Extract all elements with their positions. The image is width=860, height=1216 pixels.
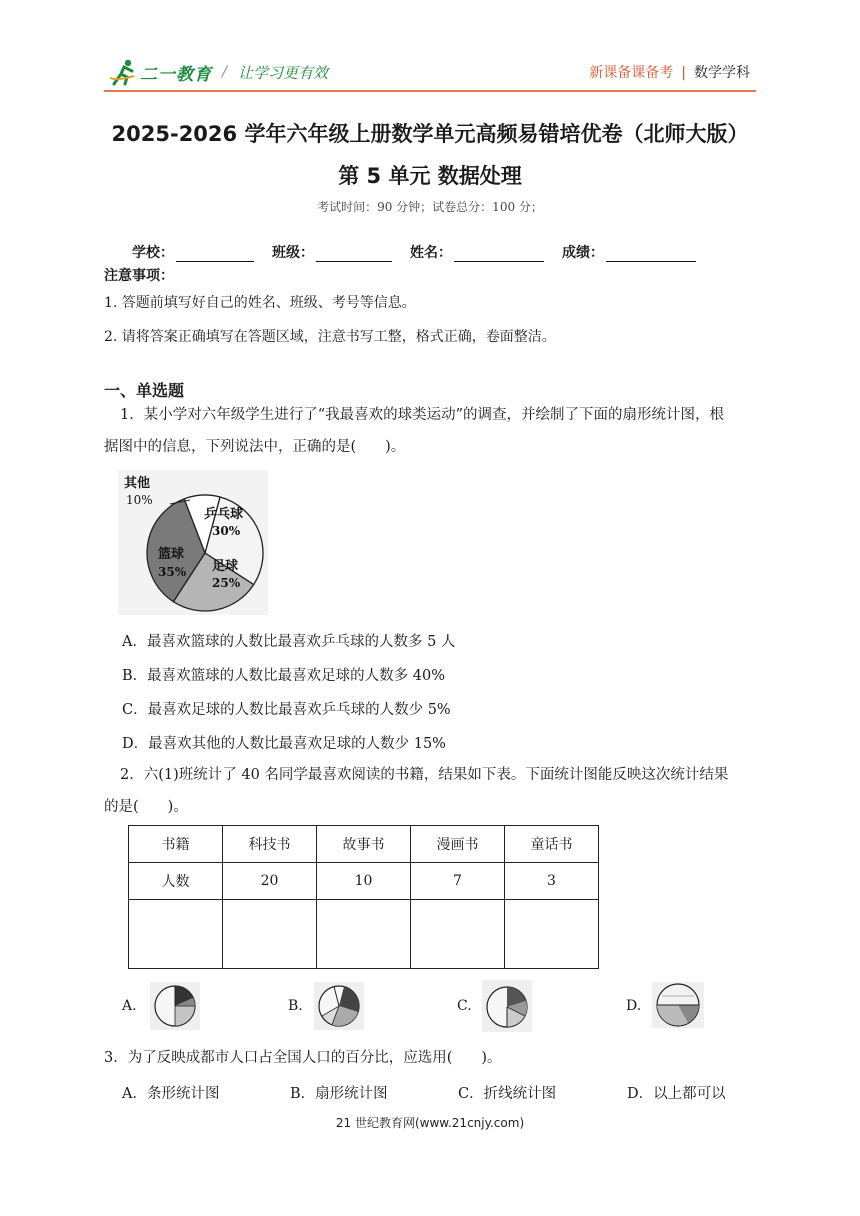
page-title: 2025-2026 学年六年级上册数学单元高频易错培优卷（北师大版） xyxy=(111,122,749,146)
q3-option-a[interactable]: A．条形统计图 xyxy=(122,1086,220,1102)
table-cell: 童话书 xyxy=(505,826,599,863)
question-3: 3．为了反映成都市人口占全国人口的百分比，应选用( )。 xyxy=(104,1050,502,1066)
table-cell xyxy=(505,900,599,969)
slice-value-football: 25% xyxy=(212,576,241,590)
q2-option-c-pie[interactable] xyxy=(482,980,532,1032)
question-1-line-2: 据图中的信息，下列说法中，正确的是( )。 xyxy=(104,439,406,455)
exam-info: 考试时间：90 分钟；试卷总分：100 分； xyxy=(317,200,543,214)
score-field[interactable] xyxy=(562,242,696,262)
q1-option-a[interactable]: A．最喜欢篮球的人数比最喜欢乒乓球的人数多 5 人 xyxy=(122,634,456,650)
header-right xyxy=(589,62,750,82)
class-label: 班级： xyxy=(272,245,314,261)
header-tag-subject: 数学学科 xyxy=(694,65,750,81)
table-cell: 7 xyxy=(411,863,505,900)
slice-value-other: 10% xyxy=(126,493,153,507)
pie-chart xyxy=(118,470,268,615)
q2-option-d-pie[interactable] xyxy=(652,982,704,1028)
table-cell: 10 xyxy=(317,863,411,900)
notes-title: 注意事项： xyxy=(104,268,174,284)
score-label: 成绩： xyxy=(562,245,604,261)
header-divider xyxy=(104,90,756,92)
table-cell xyxy=(223,900,317,969)
slice-label-pingpong: 乒乓球 xyxy=(204,507,244,522)
header-separator: | xyxy=(681,65,686,81)
table-cell xyxy=(411,900,505,969)
table-cell: 故事书 xyxy=(317,826,411,863)
table-cell: 科技书 xyxy=(223,826,317,863)
table-cell: 书籍 xyxy=(129,826,223,863)
slice-label-basketball: 篮球 xyxy=(158,547,185,562)
q2-option-d-label[interactable]: D. xyxy=(626,998,642,1014)
slice-label-other: 其他 xyxy=(124,476,151,491)
table-cell: 20 xyxy=(223,863,317,900)
table-cell: 人数 xyxy=(129,863,223,900)
q3-option-c[interactable]: C．折线统计图 xyxy=(458,1086,557,1102)
slogan-separator: / xyxy=(222,62,228,80)
class-blank[interactable] xyxy=(316,245,392,262)
table-cell xyxy=(317,900,411,969)
table-row xyxy=(129,863,599,900)
question-2-line-2: 的是( )。 xyxy=(104,799,188,815)
unit-title: 第 5 单元 数据处理 xyxy=(338,164,522,188)
question-2-line-1: 2．六(1)班统计了 40 名同学最喜欢阅读的书籍，结果如下表。下面统计图能反映这次统计结果 xyxy=(120,767,729,783)
q2-option-b-pie[interactable] xyxy=(314,982,364,1030)
table-header-row xyxy=(129,826,599,863)
logo-text: 二一教育 xyxy=(140,65,212,85)
name-blank[interactable] xyxy=(454,245,544,262)
slogan: 让学习更有效 xyxy=(238,64,329,82)
student-info-fields xyxy=(132,242,714,262)
name-field[interactable] xyxy=(410,242,544,262)
school-blank[interactable] xyxy=(176,245,254,262)
q2-option-c-label[interactable]: C. xyxy=(457,998,472,1014)
slice-value-basketball: 35% xyxy=(158,565,187,579)
name-label: 姓名： xyxy=(410,245,452,261)
score-blank[interactable] xyxy=(606,245,696,262)
school-field[interactable] xyxy=(132,242,254,262)
q3-option-d[interactable]: D．以上都可以 xyxy=(627,1086,726,1102)
q2-option-a-pie[interactable] xyxy=(150,982,200,1030)
table-empty-row xyxy=(129,900,599,969)
school-label: 学校： xyxy=(132,245,174,261)
slice-value-pingpong: 30% xyxy=(212,524,241,538)
header-tag-prep: 新课备课备考 xyxy=(589,65,674,81)
q1-option-b[interactable]: B．最喜欢篮球的人数比最喜欢足球的人数多 40% xyxy=(122,668,445,684)
page-footer: 21 世纪教育网(www.21cnjy.com) xyxy=(335,1116,525,1130)
note-item: 1. 答题前填写好自己的姓名、班级、考号等信息。 xyxy=(104,295,416,311)
slice-label-football: 足球 xyxy=(212,559,239,574)
q1-option-c[interactable]: C．最喜欢足球的人数比最喜欢乒乓球的人数少 5% xyxy=(122,702,451,718)
question-1-line-1: 1．某小学对六年级学生进行了“我最喜欢的球类运动”的调查，并绘制了下面的扇形统计图，根 xyxy=(120,407,725,423)
class-field[interactable] xyxy=(272,242,392,262)
runner-logo-icon xyxy=(108,58,138,86)
table-cell: 漫画书 xyxy=(411,826,505,863)
table-cell xyxy=(129,900,223,969)
section-title: 一、单选题 xyxy=(104,381,185,400)
q1-option-d[interactable]: D．最喜欢其他的人数比最喜欢足球的人数少 15% xyxy=(122,736,446,752)
note-item: 2. 请将答案正确填写在答题区域，注意书写工整，格式正确，卷面整洁。 xyxy=(104,329,556,345)
books-table xyxy=(128,825,599,969)
q3-option-b[interactable]: B．扇形统计图 xyxy=(290,1086,388,1102)
q2-option-b-label[interactable]: B. xyxy=(288,998,303,1014)
table-cell: 3 xyxy=(505,863,599,900)
q2-option-a-label[interactable]: A. xyxy=(122,998,137,1014)
